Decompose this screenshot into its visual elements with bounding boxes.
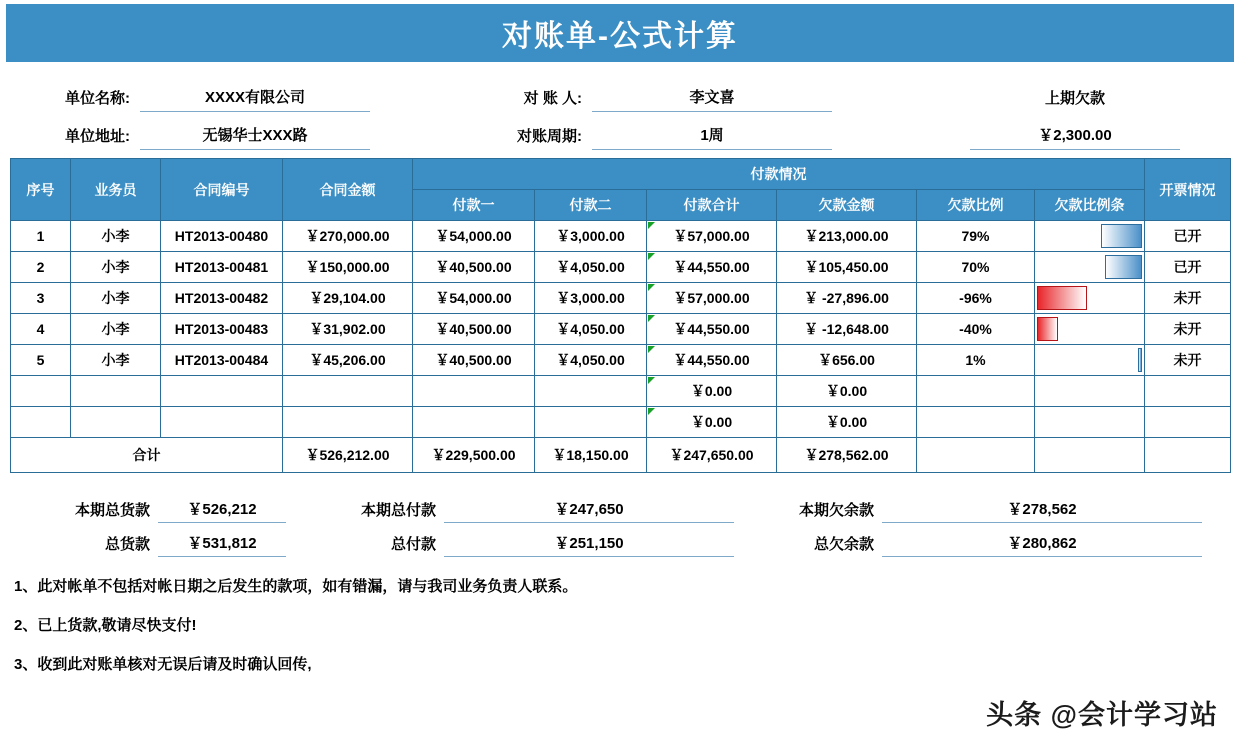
cell-due-amount: ￥213,000.00 (777, 221, 917, 252)
cell-payment-1: ￥40,500.00 (413, 252, 535, 283)
cell-due-bar (1035, 407, 1145, 438)
cell-due-amount: ￥656.00 (777, 345, 917, 376)
cell-invoice-status: 未开 (1145, 314, 1231, 345)
address-label: 单位地址: (65, 128, 130, 145)
cell-due-ratio: 1% (917, 345, 1035, 376)
summary-value-period-due: ￥278,562 (882, 498, 1202, 523)
note-line: 1、此对帐单不包括对帐日期之后发生的款项，如有错漏，请与我司业务负责人联系。 (14, 578, 578, 595)
cell-contract-amount (283, 407, 413, 438)
cell-due-amount: ￥0.00 (777, 376, 917, 407)
cell-contract-no: HT2013-00484 (161, 345, 283, 376)
cell-no: 1 (11, 221, 71, 252)
cell-due-bar (1035, 283, 1145, 314)
th-due-amount: 欠款金额 (777, 190, 917, 221)
cell-contract-no (161, 376, 283, 407)
due-ratio-bar (1138, 348, 1142, 372)
table-row (11, 252, 1231, 283)
header-row-1 (10, 74, 1230, 112)
prev-due-label: 上期欠款 (1044, 90, 1105, 107)
cell-no (11, 407, 71, 438)
cell-payment-total: ￥0.00 (647, 407, 777, 438)
cell-contract-amount (283, 376, 413, 407)
summary-value-total-goods: ￥531,812 (158, 532, 286, 557)
company-label: 单位名称: (65, 90, 130, 107)
total-contract-amount: ￥526,212.00 (283, 438, 413, 473)
total-payment-total: ￥247,650.00 (647, 438, 777, 473)
cell-due-ratio: 70% (917, 252, 1035, 283)
cell-payment-1 (413, 376, 535, 407)
company-value[interactable]: XXXX有限公司 (140, 86, 370, 112)
total-due-amount: ￥278,562.00 (777, 438, 917, 473)
th-no: 序号 (11, 159, 71, 221)
cell-salesman: 小李 (71, 252, 161, 283)
cell-contract-amount: ￥150,000.00 (283, 252, 413, 283)
cell-salesman: 小李 (71, 221, 161, 252)
page-title: 对账单-公式计算 (6, 4, 1234, 62)
cell-payment-1: ￥54,000.00 (413, 221, 535, 252)
due-ratio-bar (1101, 224, 1142, 248)
cell-payment-total: ￥0.00 (647, 376, 777, 407)
th-salesman: 业务员 (71, 159, 161, 221)
cell-due-ratio: -40% (917, 314, 1035, 345)
table-row (11, 314, 1231, 345)
th-contract-amount: 合同金额 (283, 159, 413, 221)
cell-salesman: 小李 (71, 345, 161, 376)
total-payment-1: ￥229,500.00 (413, 438, 535, 473)
watermark: 头条 @会计学习站 (986, 700, 1218, 730)
cell-due-bar (1035, 314, 1145, 345)
cell-invoice-status (1145, 376, 1231, 407)
cell-due-amount: ￥ -27,896.00 (777, 283, 917, 314)
total-due-bar (1035, 438, 1145, 473)
cell-contract-amount: ￥29,104.00 (283, 283, 413, 314)
cell-due-bar (1035, 345, 1145, 376)
cell-payment-1: ￥54,000.00 (413, 283, 535, 314)
period-value[interactable]: 1周 (592, 124, 832, 150)
cell-payment-1 (413, 407, 535, 438)
cell-contract-no: HT2013-00482 (161, 283, 283, 314)
cell-payment-total: ￥44,550.00 (647, 314, 777, 345)
summary-row-1 (10, 489, 1230, 523)
cell-due-bar (1035, 376, 1145, 407)
address-value[interactable]: 无锡华士XXX路 (140, 124, 370, 150)
summary-value-period-paid: ￥247,650 (444, 498, 734, 523)
cell-due-bar (1035, 221, 1145, 252)
cell-payment-total: ￥44,550.00 (647, 252, 777, 283)
total-payment-2: ￥18,150.00 (535, 438, 647, 473)
cell-contract-amount: ￥31,902.00 (283, 314, 413, 345)
header-row-2 (10, 112, 1230, 150)
cell-due-ratio (917, 376, 1035, 407)
cell-payment-2 (535, 376, 647, 407)
cell-salesman: 小李 (71, 314, 161, 345)
cell-invoice-status: 已开 (1145, 252, 1231, 283)
cell-due-ratio: -96% (917, 283, 1035, 314)
summary-value-total-due: ￥280,862 (882, 532, 1202, 557)
statement-page (0, 4, 1240, 746)
summary-block (10, 489, 1230, 557)
th-due-ratio: 欠款比例 (917, 190, 1035, 221)
table-row (11, 407, 1231, 438)
total-due-ratio (917, 438, 1035, 473)
cell-salesman: 小李 (71, 283, 161, 314)
th-invoice-status: 开票情况 (1145, 159, 1231, 221)
cell-contract-no: HT2013-00480 (161, 221, 283, 252)
total-label: 合计 (11, 438, 283, 473)
notes-block (14, 575, 1230, 674)
cell-no (11, 376, 71, 407)
cell-salesman (71, 376, 161, 407)
cell-due-amount: ￥105,450.00 (777, 252, 917, 283)
summary-value-period-goods: ￥526,212 (158, 498, 286, 523)
summary-label-total-paid: 总付款 (390, 536, 436, 553)
due-ratio-bar (1037, 286, 1087, 310)
reconciler-label: 对 账 人: (523, 90, 582, 107)
cell-payment-2: ￥3,000.00 (535, 283, 647, 314)
note-line: 2、已上货款,敬请尽快支付! (14, 617, 197, 634)
cell-contract-no (161, 407, 283, 438)
cell-due-amount: ￥0.00 (777, 407, 917, 438)
due-ratio-bar (1105, 255, 1142, 279)
th-payment-2: 付款二 (535, 190, 647, 221)
summary-label-total-goods: 总货款 (104, 536, 150, 553)
total-invoice-status (1145, 438, 1231, 473)
cell-payment-2: ￥4,050.00 (535, 252, 647, 283)
table-row (11, 345, 1231, 376)
header-info (10, 74, 1230, 150)
summary-value-total-paid: ￥251,150 (444, 532, 734, 557)
th-payment-1: 付款一 (413, 190, 535, 221)
note-line: 3、收到此对账单核对无误后请及时确认回传, (14, 656, 312, 673)
cell-due-bar (1035, 252, 1145, 283)
cell-payment-total: ￥44,550.00 (647, 345, 777, 376)
reconciler-value[interactable]: 李文喜 (592, 86, 832, 112)
cell-contract-no: HT2013-00481 (161, 252, 283, 283)
cell-no: 3 (11, 283, 71, 314)
cell-payment-2 (535, 407, 647, 438)
cell-payment-total: ￥57,000.00 (647, 221, 777, 252)
cell-no: 4 (11, 314, 71, 345)
cell-payment-total: ￥57,000.00 (647, 283, 777, 314)
cell-payment-2: ￥4,050.00 (535, 314, 647, 345)
cell-due-ratio: 79% (917, 221, 1035, 252)
cell-no: 5 (11, 345, 71, 376)
cell-payment-2: ￥4,050.00 (535, 345, 647, 376)
summary-label-total-due: 总欠余款 (813, 536, 874, 553)
prev-due-value[interactable]: ￥2,300.00 (970, 124, 1180, 150)
th-payment-group: 付款情况 (413, 159, 1145, 190)
table-row (11, 283, 1231, 314)
th-contract-no: 合同编号 (161, 159, 283, 221)
cell-contract-amount: ￥45,206.00 (283, 345, 413, 376)
summary-row-2 (10, 523, 1230, 557)
cell-salesman (71, 407, 161, 438)
table-row (11, 221, 1231, 252)
th-due-bar: 欠款比例条 (1035, 190, 1145, 221)
cell-invoice-status (1145, 407, 1231, 438)
cell-due-ratio (917, 407, 1035, 438)
cell-invoice-status: 已开 (1145, 221, 1231, 252)
table-row (11, 376, 1231, 407)
summary-label-period-due: 本期欠余款 (798, 502, 874, 519)
table-total-row (11, 438, 1231, 473)
cell-due-amount: ￥ -12,648.00 (777, 314, 917, 345)
th-payment-total: 付款合计 (647, 190, 777, 221)
cell-invoice-status: 未开 (1145, 345, 1231, 376)
cell-payment-1: ￥40,500.00 (413, 345, 535, 376)
period-label: 对账周期: (517, 128, 582, 145)
cell-no: 2 (11, 252, 71, 283)
summary-label-period-paid: 本期总付款 (360, 502, 436, 519)
due-ratio-bar (1037, 317, 1058, 341)
table-header-row-1 (11, 159, 1231, 190)
cell-payment-1: ￥40,500.00 (413, 314, 535, 345)
statement-table (10, 158, 1231, 473)
cell-contract-no: HT2013-00483 (161, 314, 283, 345)
cell-invoice-status: 未开 (1145, 283, 1231, 314)
summary-label-period-goods: 本期总货款 (74, 502, 150, 519)
cell-payment-2: ￥3,000.00 (535, 221, 647, 252)
cell-contract-amount: ￥270,000.00 (283, 221, 413, 252)
table-body (11, 221, 1231, 473)
